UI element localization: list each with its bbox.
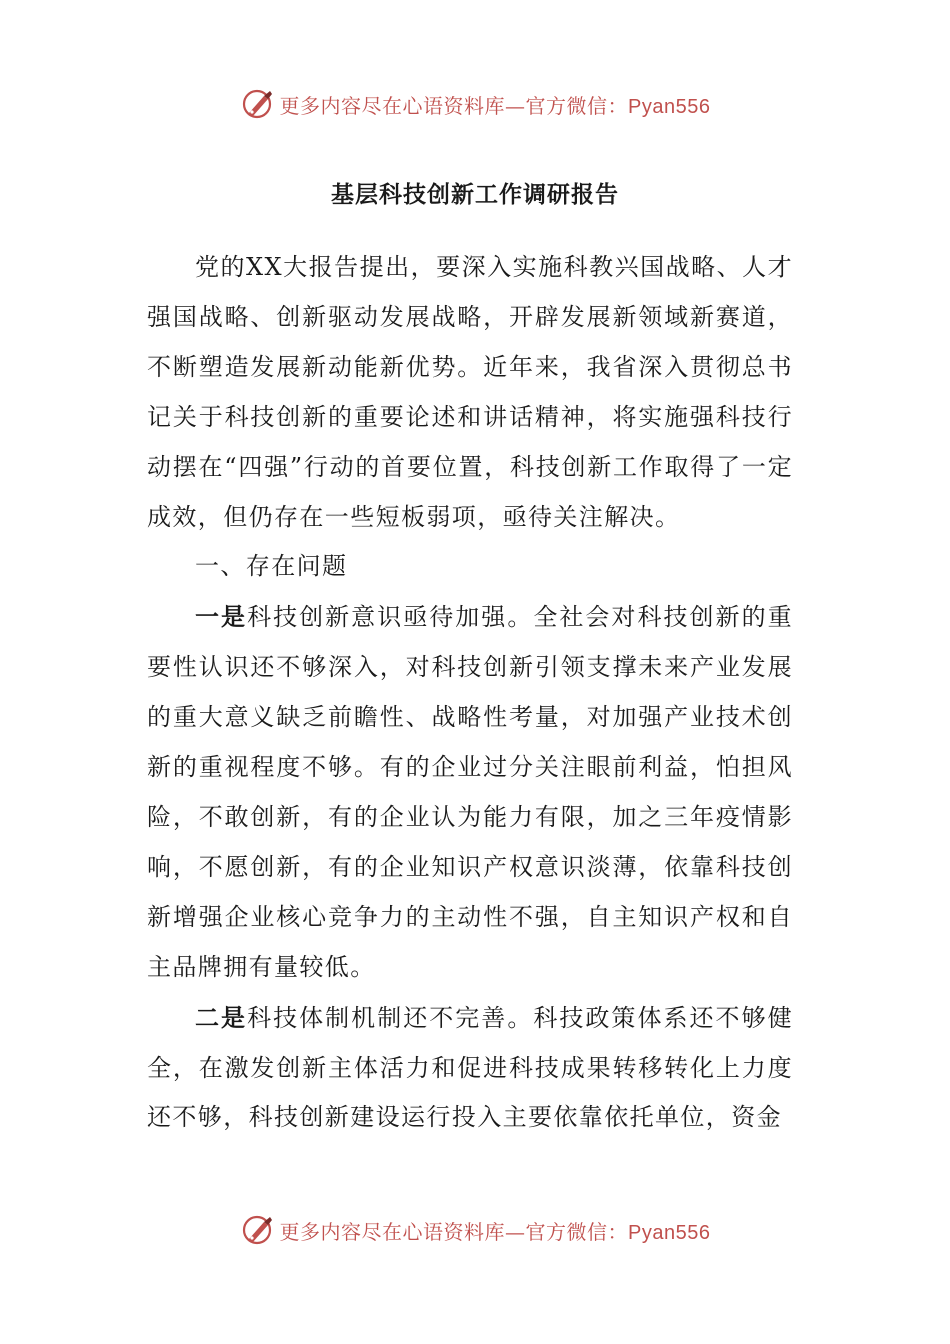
banner-text [280,1216,711,1245]
header-banner [0,84,950,124]
section-heading: 一、存在问题 [195,552,348,581]
point-paragraph-2 [147,993,793,1144]
wechat-id: Pyan556 [628,95,711,118]
document-title: 基层科技创新工作调研报告 [331,181,619,208]
footer-banner [0,1210,950,1250]
wechat-id: Pyan556 [628,1221,711,1244]
intro-paragraph: 党的XX大报告提出，要深入实施科教兴国战略、人才强国战略、创新驱动发展战略，开辟发展新领域新赛道，不断塑造发展新动能新优势。近年来，我省深入贯彻总书记关于科技创新的重要论述和讲话精神，将实施强科技行动摆在“四强”行动的首要位置，科技创新工作取得了一定成效，但仍存在一些短板弱项，亟待关注解决。 [147,253,793,531]
point-text: 科技体制机制还不完善。科技政策体系还不够健全，在激发创新主体活力和促进科技成果转移转化上力度还不够，科技创新建设运行投入主要依靠依托单位，资金 [147,1003,793,1132]
banner-text [280,90,711,119]
point-text: 科技创新意识亟待加强。全社会对科技创新的重要性认识还不够深入，对科技创新引领支撑未来产业发展的重大意义缺乏前瞻性、战略性考量，对加强产业技术创新的重视程度不够。有的企业过分关注眼前利益，怕担风险，不敢创新，有的企业认为能力有限，加之三年疫情影响，不愿创新，有的企业知识产权意识淡薄，依靠科技创新增强企业核心竞争力的主动性不强，自主知识产权和自主品牌拥有量较低。 [147,603,793,981]
point-lead: 一是 [195,602,248,632]
point-paragraph-1 [147,592,793,992]
banner-main-text: 更多内容尽在心语资料库—官方微信： [279,1219,629,1244]
document-body [147,243,793,1143]
point-lead: 二是 [195,1002,248,1032]
pen-nib-circle-logo-icon [240,1212,276,1248]
banner-main-text: 更多内容尽在心语资料库—官方微信： [279,93,629,118]
pen-nib-circle-logo-icon [240,86,276,122]
